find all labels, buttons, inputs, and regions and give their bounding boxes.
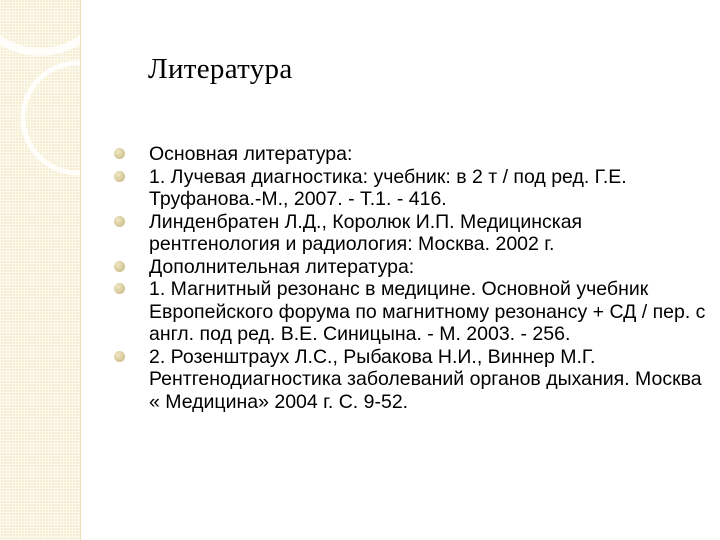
list-item — [114, 278, 714, 346]
list-item — [114, 211, 714, 256]
bullet-icon — [114, 283, 125, 294]
decorative-side-band — [0, 0, 81, 540]
list-item — [114, 256, 714, 279]
bullet-icon — [114, 171, 125, 182]
list-item — [114, 143, 714, 166]
bullet-icon — [114, 351, 125, 362]
list-item-text: Линденбратен Л.Д., Королюк И.П. Медицинская рентгенология и радиология: Москва. 2002 г. — [149, 210, 583, 255]
list-item — [114, 346, 714, 414]
list-item-text: Основная литература: — [149, 143, 353, 165]
bullet-icon — [114, 261, 125, 272]
decorative-circles — [0, 0, 80, 540]
list-item-text: Дополнительная литература: — [149, 255, 415, 278]
bibliography-list — [114, 143, 714, 413]
bullet-icon — [114, 216, 125, 227]
list-item-text: 2. Розенштраух Л.С., Рыбакова Н.И., Виннер М.Г. Рентгенодиагностика заболеваний органов дыхания. Москва « Медицина» 2004 г. С. 9-52. — [149, 345, 702, 413]
list-item-text: 1. Магнитный резонанс в медицине. Основной учебник Европейского форума по магнитному резонансу + СД / пер. с англ. под ред. В.Е. Синицына. - М. 2003. - 256. — [149, 278, 706, 345]
bullet-icon — [114, 148, 125, 159]
slide-title: Литература — [148, 53, 293, 85]
list-item — [114, 166, 714, 211]
list-item-text: 1. Лучевая диагностика: учебник: в 2 т / под ред. Г.Е. Труфанова.-М., 2007. - Т.1. - 416. — [149, 165, 627, 210]
